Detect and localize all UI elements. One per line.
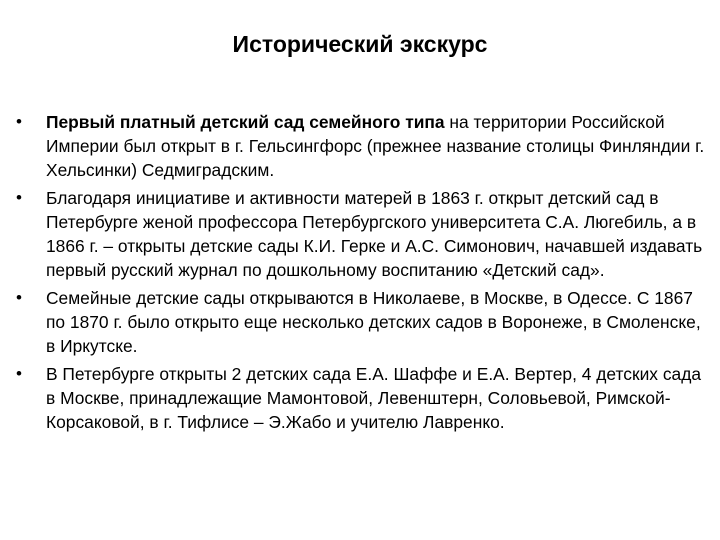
bullet-text: на территории Российской Империи был открыт в г. Гельсингфорс (прежнее название столицы Финляндии г. Хельсинки) Седмиградским. — [46, 112, 705, 180]
slide-title: Исторический экскурс — [232, 31, 488, 57]
bullet-icon: • — [16, 188, 22, 207]
bullet-bold-lead: Первый платный детский сад семейного типа — [46, 112, 445, 132]
bullet-item — [16, 362, 706, 434]
bullet-item — [16, 286, 706, 358]
bullet-icon: • — [16, 364, 22, 383]
bullet-item — [16, 110, 706, 182]
bullet-text: В Петербурге открыты 2 детских сада Е.А. Шаффе и Е.А. Вертер, 4 детских сада в Москве, принадлежащие Мамонтовой, Левенштерн, Соловьевой, Римской-Корсаковой, в г. Тифлисе – Э.Жабо и учителю Лавренко. — [46, 364, 702, 432]
bullet-text: Семейные детские сады открываются в Николаеве, в Москве, в Одессе. С 1867 по 1870 г. было открыто еще несколько детских садов в Воронеже, в Смоленске, в Иркутске. — [46, 288, 701, 356]
bullet-list — [16, 110, 706, 438]
bullet-text: Благодаря инициативе и активности матерей в 1863 г. открыт детский сад в Петербурге женой профессора Петербургского университета С.А. Люгебиль, а в 1866 г. – открыты детские сады К.И. Герке и А.С. Симонович, начавшей издавать первый русский журнал по дошкольному воспитанию «Детский сад». — [46, 188, 703, 280]
bullet-item — [16, 186, 706, 282]
bullet-icon: • — [16, 288, 22, 307]
bullet-icon: • — [16, 112, 22, 131]
